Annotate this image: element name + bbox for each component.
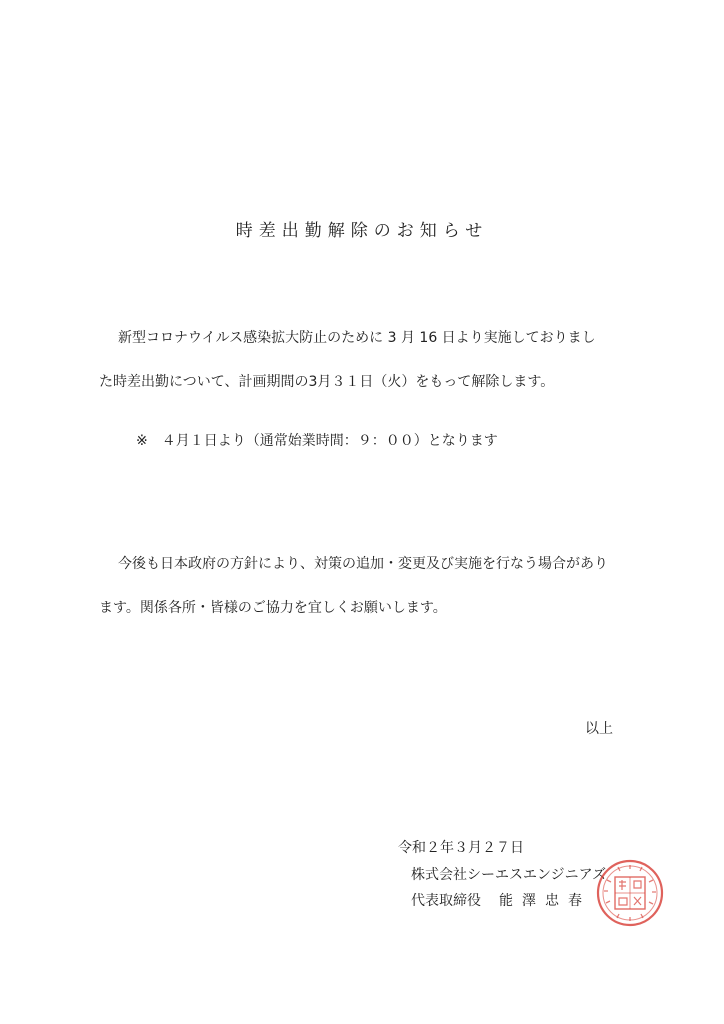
signature-role: 代表取締役 (411, 893, 481, 909)
paragraph1-line1: 新型コロナウイルス感染拡大防止のために 3 月 16 日より実施しておりまし (118, 330, 596, 346)
signature-company: 株式会社シーエスエンジニアズ (411, 867, 607, 883)
company-seal-stamp (595, 858, 665, 928)
page-title: 時差出勤解除のお知らせ (235, 221, 489, 241)
paragraph2-line2: ます。関係各所・皆様のご協力を宜しくお願いします。 (99, 600, 447, 616)
closing-text: 以上 (585, 721, 613, 737)
paragraph2-line1: 今後も日本政府の方針により、対策の追加・変更及び実施を行なう場合があり (118, 556, 608, 572)
paragraph1-line2: た時差出勤について、計画期間の3月３１日（火）をもって解除します。 (99, 374, 555, 390)
note-line: ※ ４月１日より（通常始業時間：９：００）となります (136, 433, 498, 449)
signature-representative (411, 890, 591, 910)
signature-name: 能澤忠春 (499, 893, 591, 909)
signature-date: 令和２年３月２７日 (398, 840, 524, 856)
